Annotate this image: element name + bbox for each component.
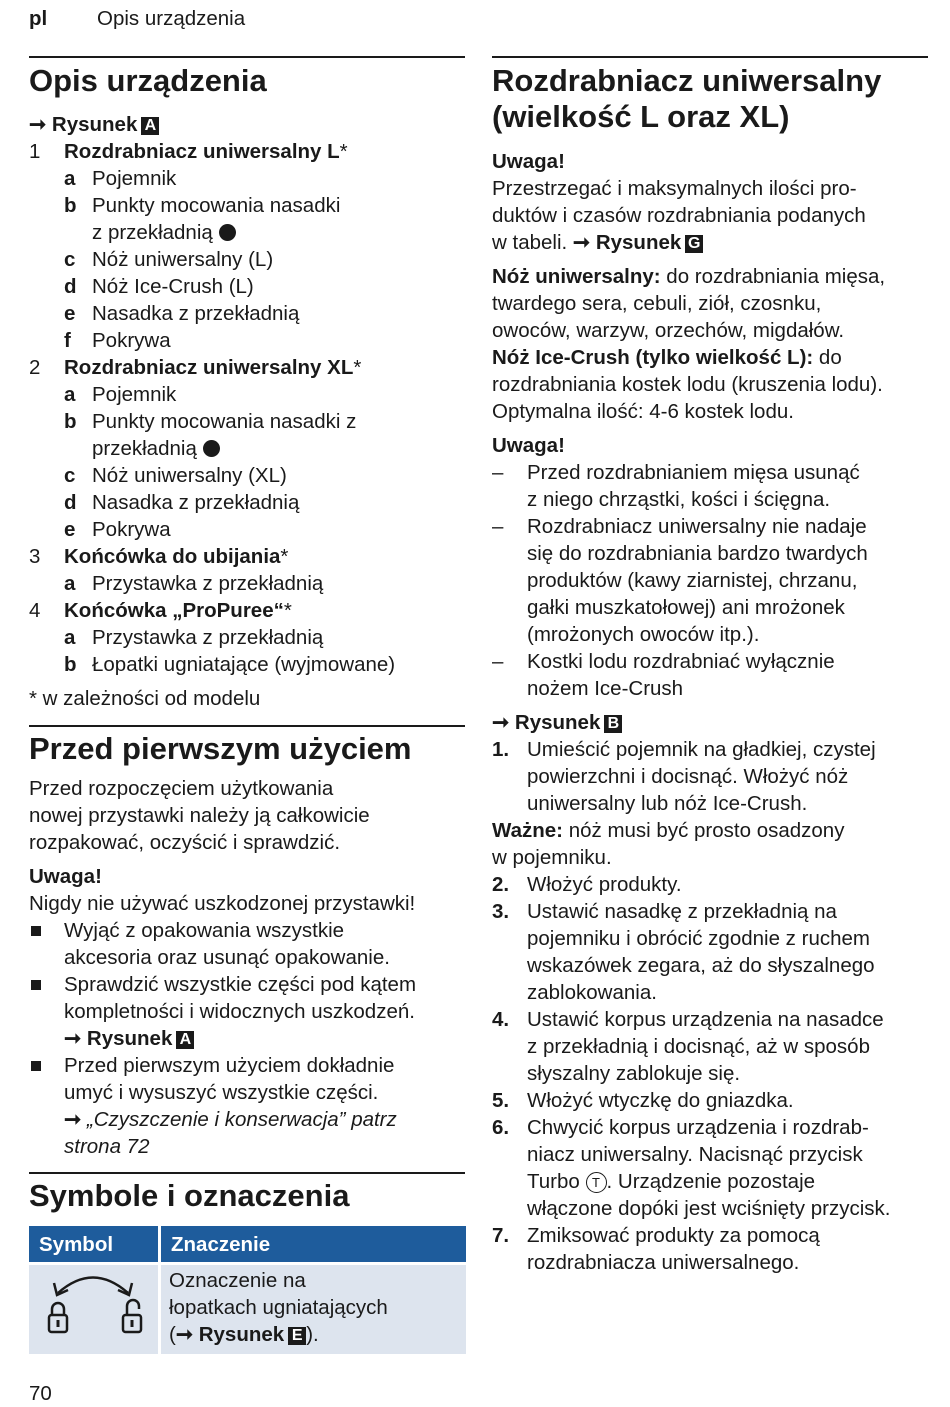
step-item: 1. Umieścić pojemnik na gładkiej, czystej powierzchni i docisnąć. Włożyć nóż uniwersalny lub nóż Ice-Crush. <box>492 738 876 815</box>
parts-sub-item: d Nasadka z przekładnią <box>64 491 300 514</box>
parts-list-item: 2 Rozdrabniacz uniwersalny XL* <box>29 356 362 379</box>
parts-sub-item: d Nóż Ice-Crush (L) <box>64 275 254 298</box>
section-rule <box>29 725 465 727</box>
arrow-right-icon: ➞ <box>492 711 510 734</box>
dash-item: – Rozdrabniacz uniwersalny nie nadaje się do rozdrabniania bardzo twardych produktów (kawy ziarnistej, chrzanu, gałki muszkatołowej) ani mrożonek (mrożonych owoców itp.). <box>492 515 868 646</box>
step-item: 3. Ustawić nasadkę z przekładnią na pojemniku i obrócić zgodnie z ruchem wskazówek zegara, aż do słyszalnego zablokowania. <box>492 900 875 1004</box>
gear-dot-icon <box>203 440 220 457</box>
warning-label: Uwaga! <box>492 150 565 173</box>
parts-sub-item: a Pojemnik <box>64 167 177 190</box>
footnote: * w zależności od modelu <box>29 687 261 710</box>
parts-sub-item: c Nóż uniwersalny (XL) <box>64 464 287 487</box>
meaning-cell: Oznaczenie na łopatkach ugniatających (➞ Rysunek E ). <box>161 1262 466 1354</box>
step-item: 4. Ustawić korpus urządzenia na nasadce z przekładnią i docisnąć, aż w sposób słyszalny zablokuje się. <box>492 1008 884 1085</box>
figure-ref: (➞ Rysunek E ). <box>169 1323 319 1346</box>
parts-sub-item: b Łopatki ugniatające (wyjmowane) <box>64 653 396 676</box>
running-header-title: Opis urządzenia <box>97 7 246 30</box>
ice-crush-description: Nóż Ice-Crush (tylko wielkość L): do <box>492 346 842 369</box>
figure-letter-badge: A <box>141 117 159 135</box>
arrow-right-icon: ➞ <box>572 231 591 254</box>
dash-item: – Przed rozdrabnianiem mięsa usunąć z niego chrząstki, kości i ścięgna. <box>492 461 860 511</box>
arrow-right-icon: ➞ <box>64 1027 82 1050</box>
step-item: 2. Włożyć produkty. <box>492 873 682 896</box>
warning-label: Uwaga! <box>492 434 565 457</box>
table-header-symbol: Symbol <box>29 1226 161 1262</box>
parts-sub-item: c Nóż uniwersalny (L) <box>64 248 274 271</box>
step-item: 6. Chwycić korpus urządzenia i rozdrab- niacz uniwersalny. Nacisnąć przycisk Turbo T . Urządzenie pozostaje włączone dopóki jest wciśnięty przycisk. <box>492 1114 932 1222</box>
parts-sub-item: a Przystawka z przekładnią <box>64 626 324 649</box>
bullet-item: Sprawdzić wszystkie części pod kątem kompletności i widocznych uszkodzeń. ➞ Rysunek A <box>29 971 469 1052</box>
dash-list <box>492 459 932 702</box>
bullet-item: Wyjąć z opakowania wszystkie akcesoria oraz usunąć opakowanie. <box>29 917 469 971</box>
turbo-line: Turbo T . Urządzenie pozostaje <box>527 1170 816 1193</box>
section-rule <box>29 56 465 58</box>
parts-list-item: 4 Końcówka „ProPuree“* <box>29 599 292 622</box>
symbol-cell <box>29 1262 161 1354</box>
parts-sub-item: b Punkty mocowania nasadki z przekładnią <box>64 410 357 460</box>
section-rule <box>492 56 928 58</box>
square-bullet-icon <box>31 980 41 990</box>
parts-list-item: 3 Końcówka do ubijania* <box>29 545 289 568</box>
section-title-symbols: Symbole i oznaczenia <box>29 1178 350 1213</box>
before-first-use-section: Przed pierwszym użyciem Przed rozpoczęciem użytkowania nowej przystawki należy ją całkowicie rozpakować, oczyścić i sprawdzić. Uwaga! Nigdy nie używać uszkodzonej przystawki! Wyjąć z opakowania wszystkie akcesoria oraz usunąć opakowanie. Sprawdzić wszystkie części pod kątem kompletności i widocznych uszkodzeń. ➞ Rysunek A Przed pierwszym użyciem dokładnie umyć i wysuszyć wszystkie części. ➞ „Czyszczenie i konserwacja” patrz strona 72 <box>29 731 469 1160</box>
figure-letter-badge: G <box>685 235 703 253</box>
section-rule <box>29 1172 465 1174</box>
knife-description: Nóż uniwersalny: do rozdrabniania mięsa, <box>492 265 886 288</box>
dash-bullet-icon: – <box>492 515 504 538</box>
parts-sub-item: b Punkty mocowania nasadki z przekładnią <box>64 194 341 244</box>
figure-letter-badge: E <box>288 1327 306 1345</box>
table-row <box>29 1262 466 1354</box>
square-bullet-icon <box>31 1061 41 1071</box>
step-item: 7. Zmiksować produkty za pomocą rozdrabniacza uniwersalnego. <box>492 1224 820 1274</box>
figure-letter-badge: B <box>604 715 622 733</box>
turbo-button-icon: T <box>586 1172 607 1193</box>
table-header-meaning: Znaczenie <box>161 1226 466 1262</box>
parts-sub-item: e Pokrywa <box>64 518 171 541</box>
figure-ref: ➞ Rysunek B <box>492 709 932 736</box>
page-number: 70 <box>29 1382 52 1405</box>
parts-list-item: 1 Rozdrabniacz uniwersalny L* <box>29 140 348 163</box>
parts-sub-item: e Nasadka z przekładnią <box>64 302 300 325</box>
steps-list <box>492 871 932 1276</box>
important-note: Ważne: nóż musi być prosto osadzony <box>492 819 845 842</box>
dash-bullet-icon: – <box>492 650 504 673</box>
lock-rotate-icon <box>30 1266 157 1346</box>
symbols-table <box>29 1226 466 1354</box>
parts-list <box>29 138 469 678</box>
cross-reference: ➞ „Czyszczenie i konserwacja” patrz <box>64 1108 397 1131</box>
symbols-section <box>29 1178 469 1214</box>
parts-sub-item: a Przystawka z przekładnią <box>64 572 324 595</box>
bullet-item: Przed pierwszym użyciem dokładnie umyć i wysuszyć wszystkie części. ➞ „Czyszczenie i konserwacja” patrz strona 72 <box>29 1052 469 1160</box>
dash-bullet-icon: – <box>492 461 504 484</box>
parts-sub-item: f Pokrywa <box>64 329 171 352</box>
arrow-right-icon: ➞ <box>175 1323 194 1346</box>
warning-text: Nigdy nie używać uszkodzonej przystawki! <box>29 892 416 915</box>
right-column: Rozdrabniacz uniwersalny (wielkość L oraz XL) Uwaga! Przestrzegać i maksymalnych ilości pro- duktów i czasów rozdrabniania podanych w tabeli. ➞ Rysunek G Nóż uniwersalny: do rozdrabniania mięsa, twardego sera, cebuli, ziół, czosnku, owoców, warzyw, orzechów, migdałów. Nóż Ice-Crush (tylko wielkość L): do rozdrabniania kostek lodu (kruszenia lodu). Optymalna ilość: 4-6 kostek lodu. Uwaga! – Przed rozdrabnianiem mięsa usunąć z niego chrząstki, kości i ścięgna. – Rozdrabniacz uniwersalny nie nadaje się do rozdrabniania bardzo twardych produktów (kawy ziarnistej, chrzanu, gałki muszkatołowej) ani mrożonek (mrożonych owoców itp.). – Kostki lodu rozdrabniać wyłącznie nożem Ice-Crush ➞ Rysunek B 1. Umieścić pojemnik na gładkiej, czystej powierzchni i docisnąć. Włożyć nóż uniwersalny lub nóż Ice-Crush. Ważne: nóż musi być prosto osadzony w pojemniku. 2. Włożyć produkty. 3. Ustawić nasadkę z przekładnią na pojemniku i obrócić zgodnie z ruchem wskazówek zegara, aż do słyszalnego zablokowania. 4. Ustawić korpus urządzenia na nasadce z przekładnią i docisnąć, aż w sposób słyszalny zablokuje się. 5. Włożyć wtyczkę do gniazdka. 6. Chwycić korpus urządzenia i rozdrab- niacz uniwersalny. Nacisnąć przycisk Turbo T . Urządzenie pozostaje włączone dopóki jest wciśnięty przycisk. 7. Zmiksować produkty za pomocą rozdrabniacza uniwersalnego. <box>492 63 932 1276</box>
step-item: 5. Włożyć wtyczkę do gniazdka. <box>492 1089 794 1112</box>
left-column <box>29 63 469 712</box>
figure-ref: ➞ Rysunek A <box>29 111 469 138</box>
section-title-device: Opis urządzenia <box>29 63 267 98</box>
dash-item: – Kostki lodu rozdrabniać wyłącznie nożem Ice-Crush <box>492 650 835 700</box>
figure-ref: ➞ Rysunek A <box>64 1025 469 1052</box>
gear-dot-icon <box>219 224 236 241</box>
section-title-before-first-use: Przed pierwszym użyciem <box>29 731 412 766</box>
warning-label: Uwaga! <box>29 865 102 888</box>
section-title-universal-chopper: Rozdrabniacz uniwersalny (wielkość L oraz XL) <box>492 63 882 134</box>
parts-sub-item: a Pojemnik <box>64 383 177 406</box>
arrow-right-icon: ➞ <box>64 1108 82 1131</box>
figure-letter-badge: A <box>176 1031 194 1049</box>
square-bullet-icon <box>31 926 41 936</box>
arrow-right-icon: ➞ <box>29 113 47 136</box>
language-code: pl <box>29 7 48 30</box>
